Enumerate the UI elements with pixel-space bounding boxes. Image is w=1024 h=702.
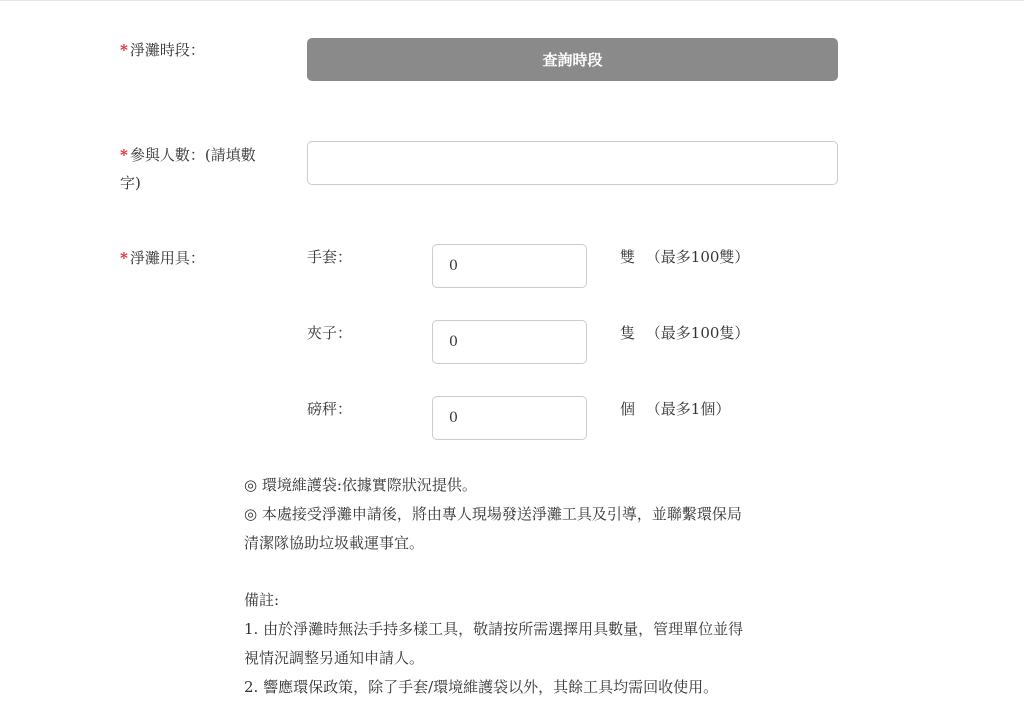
gloves-quantity-input[interactable] xyxy=(432,244,587,288)
tongs-label: 夾子： xyxy=(307,324,353,342)
required-mark: * xyxy=(120,146,128,164)
scale-unit-text: 個 xyxy=(620,400,636,418)
gloves-unit-text: 雙 xyxy=(620,248,636,266)
tools-label xyxy=(120,244,205,272)
period-label-text: 淨灘時段： xyxy=(129,41,205,59)
gloves-limit: （最多100雙） xyxy=(645,248,750,266)
scale-label: 磅秤： xyxy=(307,400,353,418)
scale-quantity-input[interactable] xyxy=(432,396,587,440)
scale-limit: （最多1個） xyxy=(645,400,731,418)
period-label xyxy=(120,36,205,64)
required-mark: * xyxy=(120,249,128,267)
tongs-limit: （最多100隻） xyxy=(645,324,750,342)
gloves-unit xyxy=(620,245,749,269)
top-divider xyxy=(0,0,1024,1)
remarks-line: 視情況調整另通知申請人。 xyxy=(244,649,425,667)
query-period-button[interactable]: 查詢時段 xyxy=(307,38,838,81)
remarks-title: 備註: xyxy=(244,591,280,609)
scale-unit xyxy=(620,397,730,421)
gloves-label: 手套： xyxy=(307,248,353,266)
participants-label-text: 參與人數：(請填數 xyxy=(129,146,256,164)
remarks-line: 1. 由於淨灘時無法手持多樣工具，敬請按所需選擇用具數量，管理單位並得 xyxy=(244,620,744,638)
notice-line: ◎ 本處接受淨灘申請後，將由專人現場發送淨灘工具及引導，並聯繫環保局 xyxy=(244,505,742,523)
remarks-line: 2. 響應環保政策，除了手套/環境維護袋以外，其餘工具均需回收使用。 xyxy=(244,678,719,696)
participants-label xyxy=(120,141,290,197)
participants-input[interactable] xyxy=(307,141,838,185)
notice-line: ◎ 環境維護袋:依據實際狀況提供。 xyxy=(244,476,477,494)
tongs-unit-text: 隻 xyxy=(620,324,636,342)
required-mark: * xyxy=(120,41,128,59)
notice-block xyxy=(244,471,804,558)
tongs-unit xyxy=(620,321,749,345)
remarks-block xyxy=(244,586,804,702)
notice-line: 清潔隊協助垃圾載運事宜。 xyxy=(244,534,425,552)
participants-label-text-2: 字) xyxy=(120,174,141,192)
tongs-quantity-input[interactable] xyxy=(432,320,587,364)
tools-label-text: 淨灘用具： xyxy=(129,249,205,267)
